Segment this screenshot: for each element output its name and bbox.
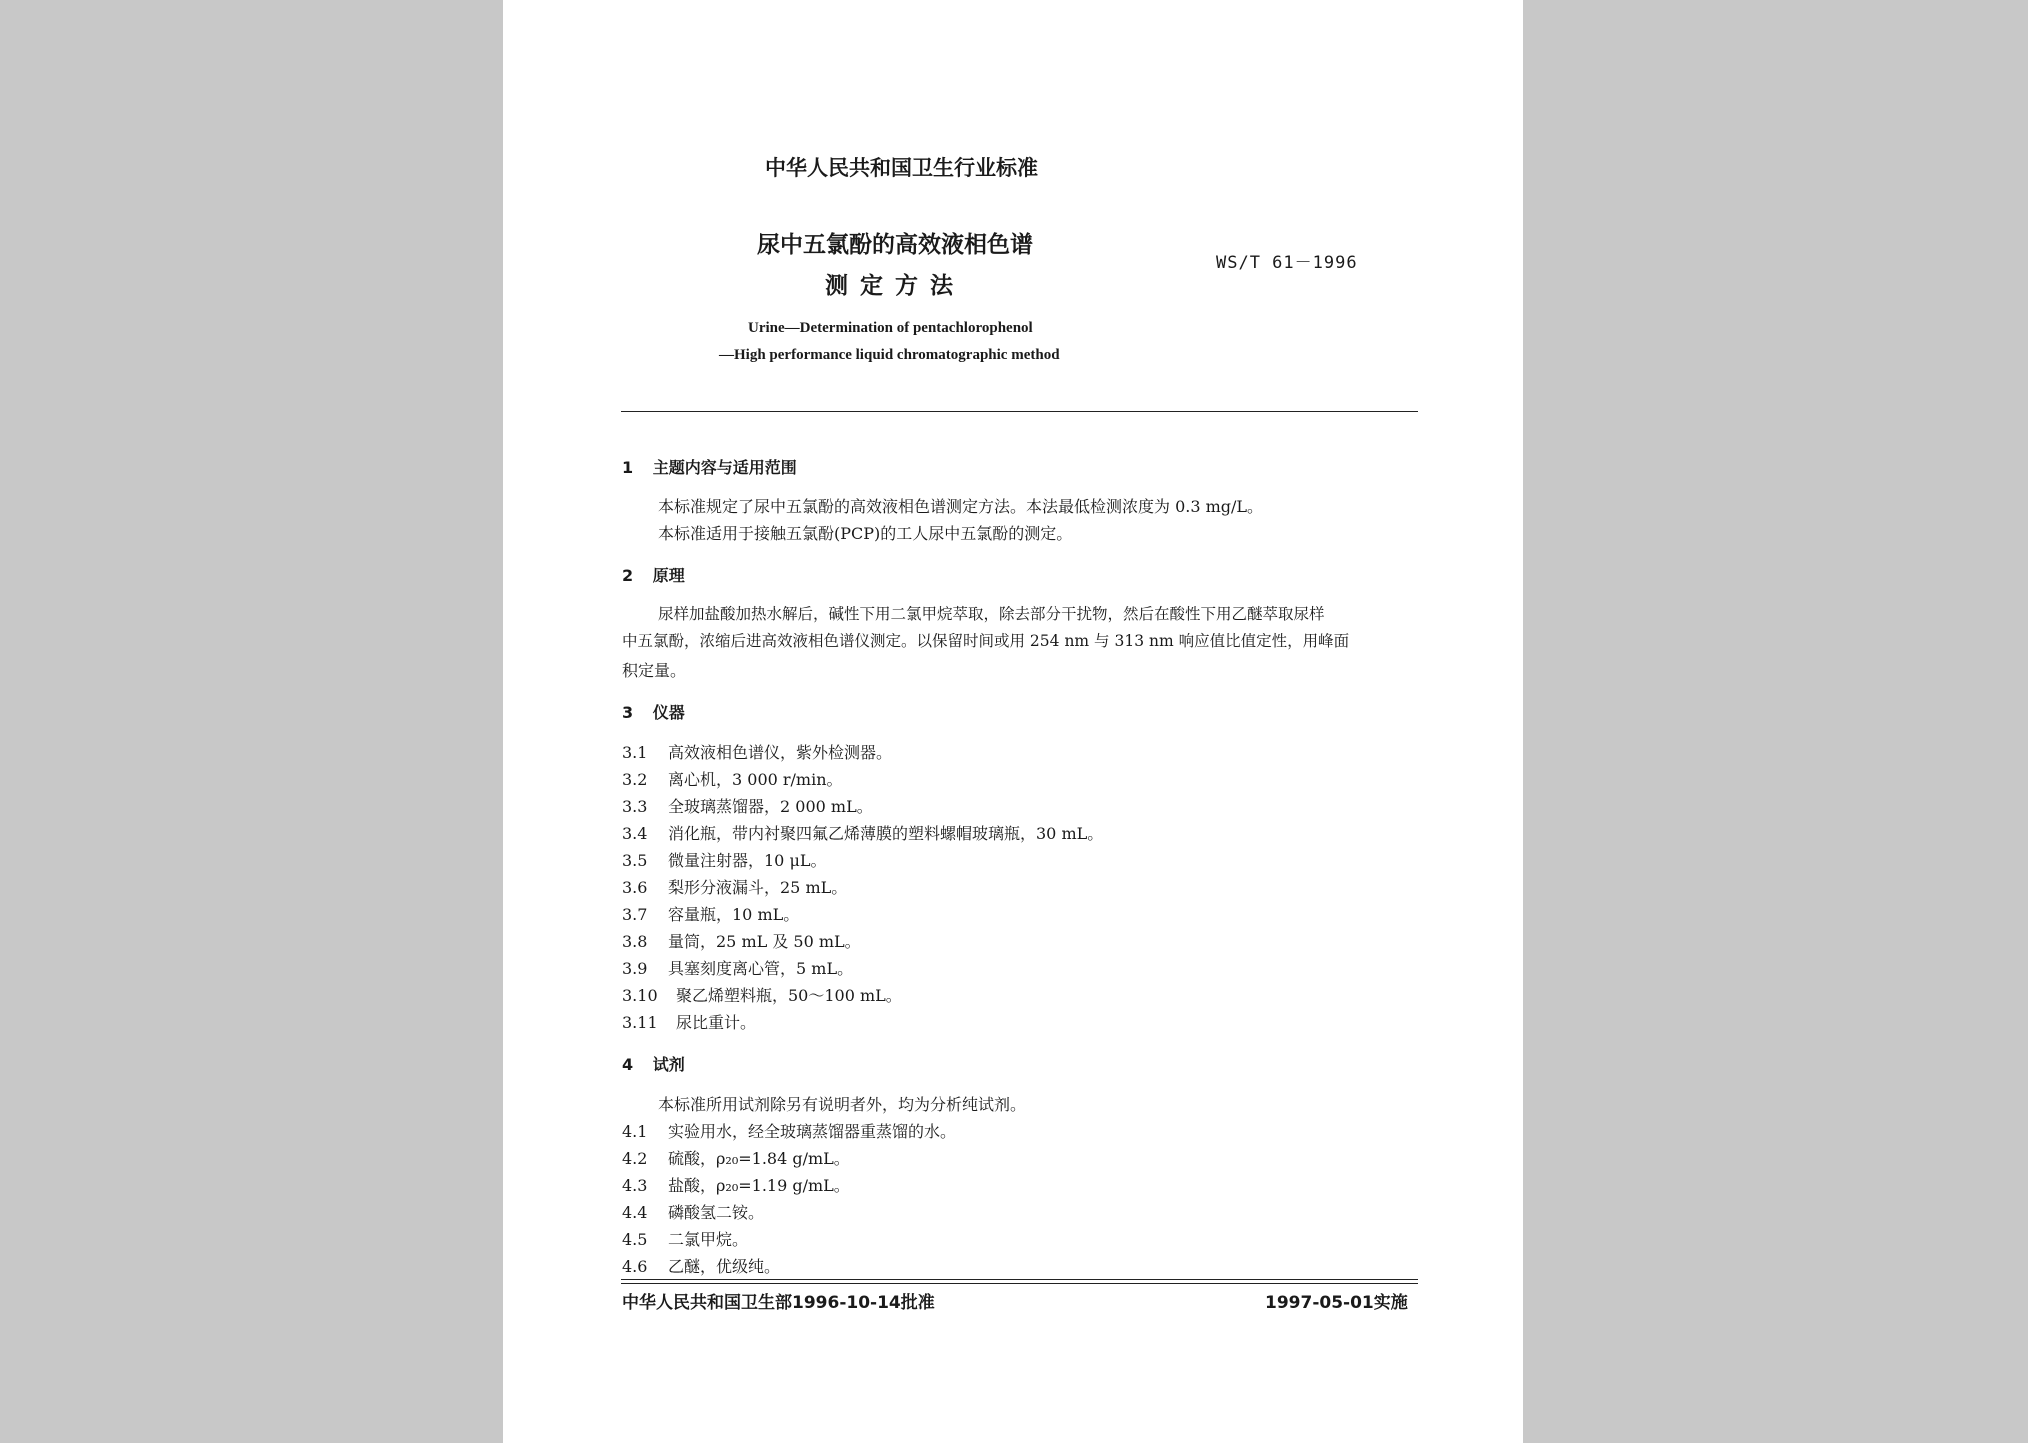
list-item: 3.10 聚乙烯塑料瓶，50～100 mL。 (622, 986, 902, 1005)
title-en-line2: —High performance liquid chromatographic method (719, 347, 1060, 363)
header-divider (621, 411, 1418, 412)
section-number: 3 (622, 703, 634, 722)
section-4-intro: 本标准所用试剂除另有说明者外，均为分析纯试剂。 (658, 1095, 1027, 1114)
list-item: 4.6 乙醚，优级纯。 (622, 1257, 781, 1276)
approval-statement: 中华人民共和国卫生部1996-10-14批准 (622, 1293, 935, 1313)
document-page (503, 0, 1523, 1443)
list-item: 3.2 离心机，3 000 r/min。 (622, 770, 843, 789)
list-item: 4.3 盐酸，ρ₂₀=1.19 g/mL。 (622, 1176, 850, 1195)
section-1-paragraph-1: 本标准规定了尿中五氯酚的高效液相色谱测定方法。本法最低检测浓度为 0.3 mg/L。 (658, 497, 1264, 516)
list-item: 3.4 消化瓶，带内衬聚四氟乙烯薄膜的塑料螺帽玻璃瓶，30 mL。 (622, 824, 1104, 843)
section-number: 2 (622, 566, 634, 585)
list-item: 3.3 全玻璃蒸馏器，2 000 mL。 (622, 797, 873, 816)
list-item: 3.6 梨形分液漏斗，25 mL。 (622, 878, 848, 897)
section-2-line-1: 尿样加盐酸加热水解后，碱性下用二氯甲烷萃取，除去部分干扰物，然后在酸性下用乙醚萃取尿样 (658, 605, 1325, 623)
section-title: 主题内容与适用范围 (652, 458, 797, 477)
title-cn-line1: 尿中五氯酚的高效液相色谱 (757, 232, 1033, 258)
standard-category: 中华人民共和国卫生行业标准 (765, 156, 1038, 180)
list-item: 4.2 硫酸，ρ₂₀=1.84 g/mL。 (622, 1149, 850, 1168)
effective-date: 1997-05-01实施 (1265, 1293, 1408, 1313)
section-title: 仪器 (652, 703, 685, 722)
section-1-heading (622, 455, 797, 478)
section-title: 试剂 (652, 1055, 685, 1074)
title-cn-line2: 测 定 方 法 (825, 273, 956, 299)
footer-divider-bottom (621, 1283, 1418, 1284)
list-item: 3.5 微量注射器，10 μL。 (622, 851, 827, 870)
section-3-heading (622, 700, 685, 723)
list-item: 3.8 量筒，25 mL 及 50 mL。 (622, 932, 861, 951)
section-2-line-3: 积定量。 (622, 661, 687, 680)
section-2-line-2: 中五氯酚，浓缩后进高效液相色谱仪测定。以保留时间或用 254 nm 与 313 nm 响应值比值定性，用峰面 (622, 632, 1350, 650)
footer-divider-top (621, 1279, 1418, 1280)
list-item: 4.4 磷酸氢二铵。 (622, 1203, 765, 1222)
list-item: 3.1 高效液相色谱仪，紫外检测器。 (622, 743, 893, 762)
list-item: 4.1 实验用水，经全玻璃蒸馏器重蒸馏的水。 (622, 1122, 957, 1141)
list-item: 3.11 尿比重计。 (622, 1013, 757, 1032)
list-item: 4.5 二氯甲烷。 (622, 1230, 749, 1249)
section-2-heading (622, 563, 685, 586)
list-item: 3.9 具塞刻度离心管，5 mL。 (622, 959, 854, 978)
section-4-heading (622, 1052, 685, 1075)
section-title: 原理 (652, 566, 685, 585)
list-item: 3.7 容量瓶，10 mL。 (622, 905, 800, 924)
standard-code: WS/T 61－1996 (1216, 253, 1358, 273)
title-en-line1: Urine—Determination of pentachlorophenol (748, 320, 1033, 336)
section-number: 1 (622, 458, 634, 477)
section-1-paragraph-2: 本标准适用于接触五氯酚(PCP)的工人尿中五氯酚的测定。 (658, 524, 1073, 543)
section-number: 4 (622, 1055, 634, 1074)
